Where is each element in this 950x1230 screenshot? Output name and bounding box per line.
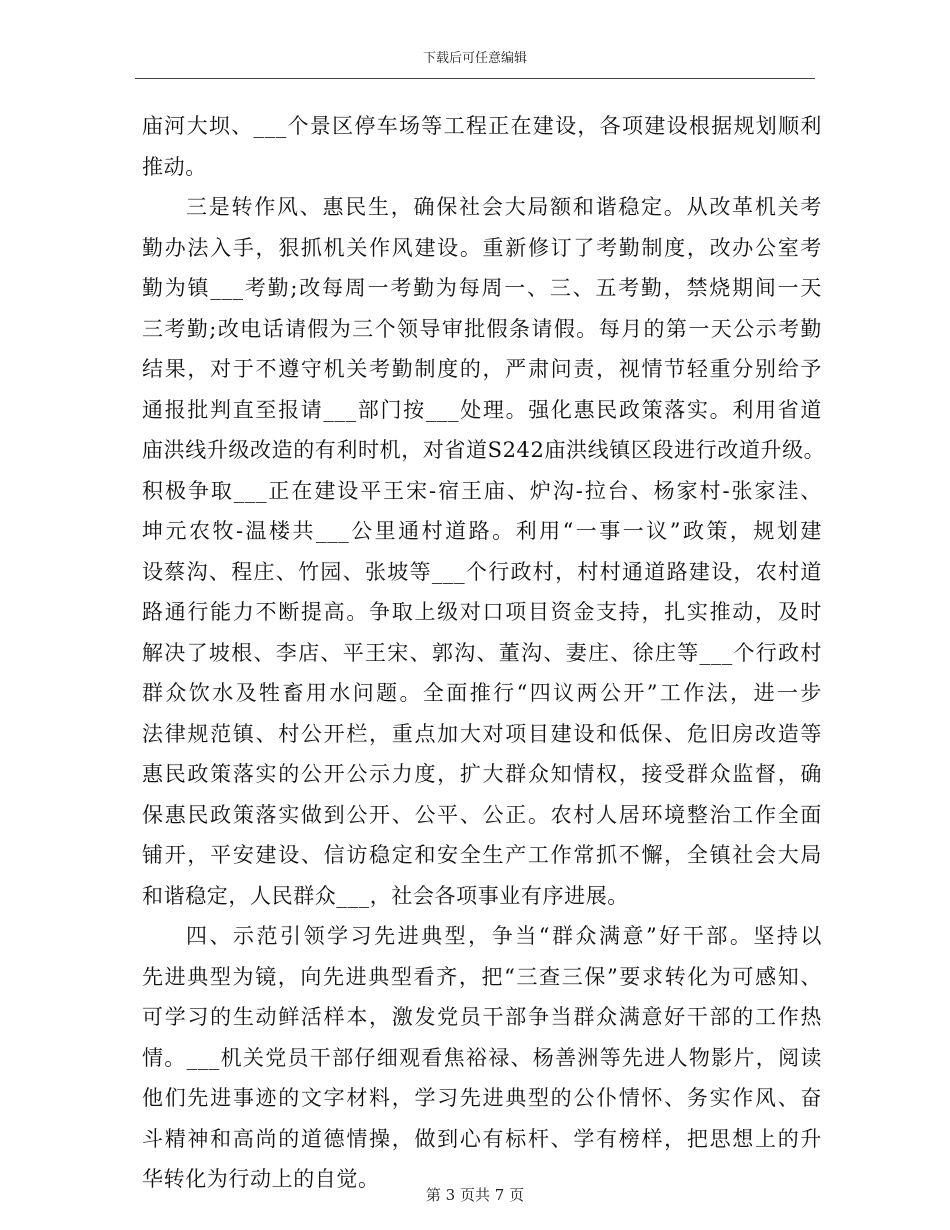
- text-line: 四、示范引领学习先进典型，争当“群众满意”好干部。坚持以: [186, 924, 822, 948]
- text-line: 他们先进事迹的文字材料，学习先进典型的公仆情怀、务实作风、奋: [142, 1086, 822, 1110]
- text-line: 结果，对于不遵守机关考勤制度的，严肃问责，视情节轻重分别给予: [142, 357, 822, 381]
- text-line: 庙洪线升级改造的有利时机，对省道S242庙洪线镇区段进行改道升级。: [142, 438, 826, 462]
- page-number: 第 3 页共 7 页: [425, 1186, 525, 1204]
- text-line: 保惠民政策落实做到公开、公平、公正。农村人居环境整治工作全面: [142, 802, 822, 827]
- text-line: 坤元农牧-温楼共___公里通村道路。利用“一事一议”政策，规划建: [142, 519, 822, 543]
- text-line: 勤办法入手，狠抓机关作风建设。重新修订了考勤制度，改办公室考: [142, 235, 822, 260]
- text-line: 庙河大坝、___个景区停车场等工程正在建设，各项建设根据规划顺利: [142, 114, 822, 138]
- text-line: 惠民政策落实的公开公示力度，扩大群众知情权，接受群众监督，确: [142, 762, 822, 786]
- header-rule: [135, 78, 815, 79]
- body-text: [142, 106, 826, 1200]
- text-line: 斗精神和高尚的道德情操，做到心有标杆、学有榜样，把思想上的升: [142, 1126, 822, 1151]
- text-line: 勤为镇___考勤;改每周一考勤为每周一、三、五考勤，禁烧期间一天: [142, 276, 822, 300]
- text-line: 情。___机关党员干部仔细观看焦裕禄、杨善洲等先进人物影片，阅读: [142, 1045, 822, 1070]
- text-line: 华转化为行动上的自觉。: [142, 1167, 380, 1191]
- text-line: 群众饮水及牲畜用水问题。全面推行“四议两公开”工作法，进一步: [142, 681, 822, 705]
- text-line: 先进典型为镜，向先进典型看齐，把“三查三保”要求转化为可感知、: [142, 964, 822, 989]
- text-line: 路通行能力不断提高。争取上级对口项目资金支持，扎实推动，及时: [142, 600, 822, 624]
- text-line: 设蔡沟、程庄、竹园、张坡等___个行政村，村村通道路建设，农村道: [142, 559, 822, 584]
- text-line: 三考勤;改电话请假为三个领导审批假条请假。每月的第一天公示考勤: [142, 316, 822, 341]
- text-line: 推动。: [142, 154, 207, 179]
- text-line: 积极争取___正在建设平王宋-宿王庙、炉沟-拉台、杨家村-张家洼、: [142, 478, 822, 503]
- text-line: 法律规范镇、村公开栏，重点加大对项目建设和低保、危旧房改造等: [142, 721, 822, 746]
- text-line: 通报批判直至报请___部门按___处理。强化惠民政策落实。利用省道: [142, 397, 822, 422]
- text-line: 和谐稳定，人民群众___，社会各项事业有序进展。: [142, 883, 629, 908]
- text-line: 解决了坡根、李店、平王宋、郭沟、董沟、妻庄、徐庄等___个行政村: [142, 640, 822, 665]
- text-line: 可学习的生动鲜活样本，激发党员干部争当群众满意好干部的工作热: [142, 1005, 822, 1029]
- text-line: 三是转作风、惠民生，确保社会大局额和谐稳定。从改革机关考: [186, 195, 822, 219]
- text-line: 铺开，平安建设、信访稳定和安全生产工作常抓不懈，全镇社会大局: [142, 843, 822, 867]
- page-header: 下载后可任意编辑: [422, 51, 527, 66]
